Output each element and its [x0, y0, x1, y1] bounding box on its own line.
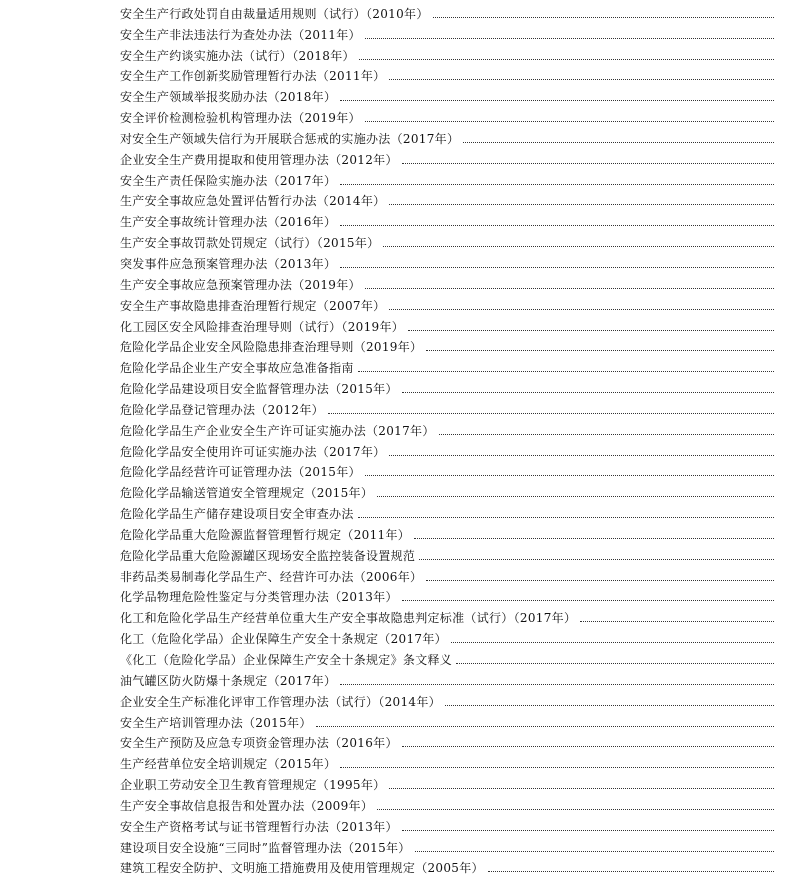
toc-entry[interactable] [120, 271, 776, 292]
table-of-contents [120, 0, 776, 875]
dot-leader [419, 559, 774, 560]
toc-entry[interactable] [120, 584, 776, 605]
toc-entry-title: 危险化学品企业生产安全事故应急准备指南 [120, 361, 354, 376]
toc-entry[interactable] [120, 334, 776, 355]
toc-entry[interactable] [120, 625, 776, 646]
dot-leader [377, 809, 774, 810]
toc-entry[interactable] [120, 646, 776, 667]
toc-entry[interactable] [120, 771, 776, 792]
dot-leader [389, 204, 774, 205]
toc-entry[interactable] [120, 479, 776, 500]
dot-leader [365, 475, 774, 476]
toc-entry[interactable] [120, 667, 776, 688]
dot-leader [365, 38, 774, 39]
toc-entry[interactable] [120, 750, 776, 771]
toc-entry-title: 生产安全事故罚款处罚规定（试行）（2015年） [120, 236, 380, 251]
toc-entry-title: 生产安全事故应急处置评估暂行办法（2014年） [120, 194, 386, 209]
toc-entry-title: 非药品类易制毒化学品生产、经营许可办法（2006年） [120, 569, 423, 584]
dot-leader [451, 642, 774, 643]
dot-leader [408, 330, 774, 331]
dot-leader [340, 184, 774, 185]
dot-leader [389, 455, 774, 456]
toc-entry[interactable] [120, 21, 776, 42]
toc-entry-title: 企业职工劳动安全卫生教育管理规定（1995年） [120, 778, 386, 793]
toc-entry-title: 危险化学品安全使用许可证实施办法（2017年） [120, 444, 386, 459]
dot-leader [488, 871, 774, 872]
toc-entry[interactable] [120, 563, 776, 584]
toc-entry-title: 对安全生产领域失信行为开展联合惩戒的实施办法（2017年） [120, 131, 460, 146]
dot-leader [383, 246, 774, 247]
toc-entry[interactable] [120, 834, 776, 855]
toc-entry[interactable] [120, 855, 776, 875]
toc-entry-title: 危险化学品重大危险源监督管理暂行规定（2011年） [120, 527, 411, 542]
dot-leader [414, 538, 774, 539]
toc-entry[interactable] [120, 208, 776, 229]
toc-entry-title: 突发事件应急预案管理办法（2013年） [120, 256, 337, 271]
toc-entry[interactable] [120, 417, 776, 438]
toc-entry[interactable] [120, 813, 776, 834]
dot-leader [402, 746, 774, 747]
toc-entry[interactable] [120, 83, 776, 104]
toc-entry-title: 生产安全事故应急预案管理办法（2019年） [120, 277, 361, 292]
toc-entry[interactable] [120, 167, 776, 188]
dot-leader [456, 663, 774, 664]
toc-entry-title: 生产安全事故统计管理办法（2016年） [120, 215, 337, 230]
toc-entry[interactable] [120, 229, 776, 250]
dot-leader [328, 413, 774, 414]
toc-entry-title: 危险化学品登记管理办法（2012年） [120, 402, 324, 417]
toc-entry-title: 生产安全事故信息报告和处置办法（2009年） [120, 798, 374, 813]
dot-leader [340, 267, 774, 268]
toc-entry-title: 危险化学品经营许可证管理办法（2015年） [120, 465, 361, 480]
toc-entry-title: 安全生产领域举报奖励办法（2018年） [120, 90, 337, 105]
toc-entry[interactable] [120, 292, 776, 313]
toc-entry[interactable] [120, 438, 776, 459]
dot-leader [358, 517, 774, 518]
dot-leader [359, 59, 774, 60]
toc-entry[interactable] [120, 542, 776, 563]
dot-leader [340, 684, 774, 685]
toc-entry[interactable] [120, 709, 776, 730]
toc-entry[interactable] [120, 459, 776, 480]
toc-entry[interactable] [120, 688, 776, 709]
toc-entry-title: 企业安全生产标准化评审工作管理办法（试行）（2014年） [120, 694, 441, 709]
toc-entry-title: 危险化学品建设项目安全监督管理办法（2015年） [120, 382, 398, 397]
toc-entry-title: 安全生产工作创新奖励管理暂行办法（2011年） [120, 69, 386, 84]
toc-entry-title: 危险化学品输送管道安全管理规定（2015年） [120, 486, 374, 501]
dot-leader [439, 434, 774, 435]
dot-leader [445, 705, 774, 706]
toc-entry-title: 安全生产资格考试与证书管理暂行办法（2013年） [120, 819, 398, 834]
toc-entry[interactable] [120, 604, 776, 625]
toc-entry-title: 化学品物理危险性鉴定与分类管理办法（2013年） [120, 590, 398, 605]
dot-leader [365, 121, 774, 122]
dot-leader [463, 142, 774, 143]
dot-leader [340, 767, 774, 768]
toc-entry-title: 安全生产事故隐患排查治理暂行规定（2007年） [120, 298, 386, 313]
dot-leader [402, 830, 774, 831]
toc-entry-title: 安全生产行政处罚自由裁量适用规则（试行）（2010年） [120, 6, 429, 21]
toc-entry-title: 安全生产责任保险实施办法（2017年） [120, 173, 337, 188]
toc-entry-title: 安全评价检测检验机构管理办法（2019年） [120, 111, 361, 126]
toc-entry[interactable] [120, 375, 776, 396]
dot-leader [402, 392, 774, 393]
toc-entry[interactable] [120, 313, 776, 334]
dot-leader [580, 621, 774, 622]
toc-entry-title: 安全生产非法违法行为查处办法（2011年） [120, 27, 361, 42]
toc-entry-title: 化工园区安全风险排查治理导则（试行）（2019年） [120, 319, 405, 334]
toc-entry-title: 化工和危险化学品生产经营单位重大生产安全事故隐患判定标准（试行）（2017年） [120, 611, 577, 626]
toc-entry-title: 油气罐区防火防爆十条规定（2017年） [120, 673, 337, 688]
dot-leader [426, 350, 774, 351]
dot-leader [316, 726, 774, 727]
toc-entry-title: 化工（危险化学品）企业保障生产安全十条规定（2017年） [120, 632, 447, 647]
toc-entry[interactable] [120, 42, 776, 63]
toc-entry[interactable] [120, 125, 776, 146]
toc-entry[interactable] [120, 188, 776, 209]
toc-entry[interactable] [120, 63, 776, 84]
dot-leader [433, 17, 774, 18]
toc-entry-title: 生产经营单位安全培训规定（2015年） [120, 757, 337, 772]
toc-entry[interactable] [120, 396, 776, 417]
toc-entry[interactable] [120, 354, 776, 375]
toc-entry-title: 危险化学品生产企业安全生产许可证实施办法（2017年） [120, 423, 435, 438]
toc-entry[interactable] [120, 0, 776, 21]
dot-leader [415, 851, 774, 852]
dot-leader [426, 580, 774, 581]
dot-leader [358, 371, 774, 372]
dot-leader [389, 788, 774, 789]
dot-leader [389, 309, 774, 310]
dot-leader [402, 163, 774, 164]
toc-entry-title: 《化工（危险化学品）企业保障生产安全十条规定》条文释义 [120, 653, 453, 667]
toc-entry[interactable] [120, 146, 776, 167]
toc-entry-title: 安全生产预防及应急专项资金管理办法（2016年） [120, 736, 398, 751]
toc-entry-title: 建筑工程安全防护、文明施工措施费用及使用管理规定（2005年） [120, 861, 484, 875]
dot-leader [340, 225, 774, 226]
toc-entry-title: 危险化学品生产储存建设项目安全审查办法 [120, 507, 354, 522]
dot-leader [365, 288, 774, 289]
toc-entry-title: 安全生产培训管理办法（2015年） [120, 715, 312, 730]
toc-entry-title: 安全生产约谈实施办法（试行）（2018年） [120, 48, 355, 63]
dot-leader [377, 496, 774, 497]
dot-leader [340, 100, 774, 101]
toc-entry-title: 危险化学品重大危险源罐区现场安全监控装备设置规范 [120, 548, 416, 563]
toc-entry-title: 建设项目安全设施“三同时”监督管理办法（2015年） [120, 840, 411, 855]
dot-leader [402, 600, 774, 601]
dot-leader [389, 79, 774, 80]
toc-entry[interactable] [120, 500, 776, 521]
toc-entry-title: 企业安全生产费用提取和使用管理办法（2012年） [120, 152, 398, 167]
toc-entry[interactable] [120, 521, 776, 542]
toc-entry[interactable] [120, 104, 776, 125]
toc-entry-title: 危险化学品企业安全风险隐患排查治理导则（2019年） [120, 340, 423, 355]
toc-entry[interactable] [120, 250, 776, 271]
toc-entry[interactable] [120, 730, 776, 751]
toc-entry[interactable] [120, 792, 776, 813]
